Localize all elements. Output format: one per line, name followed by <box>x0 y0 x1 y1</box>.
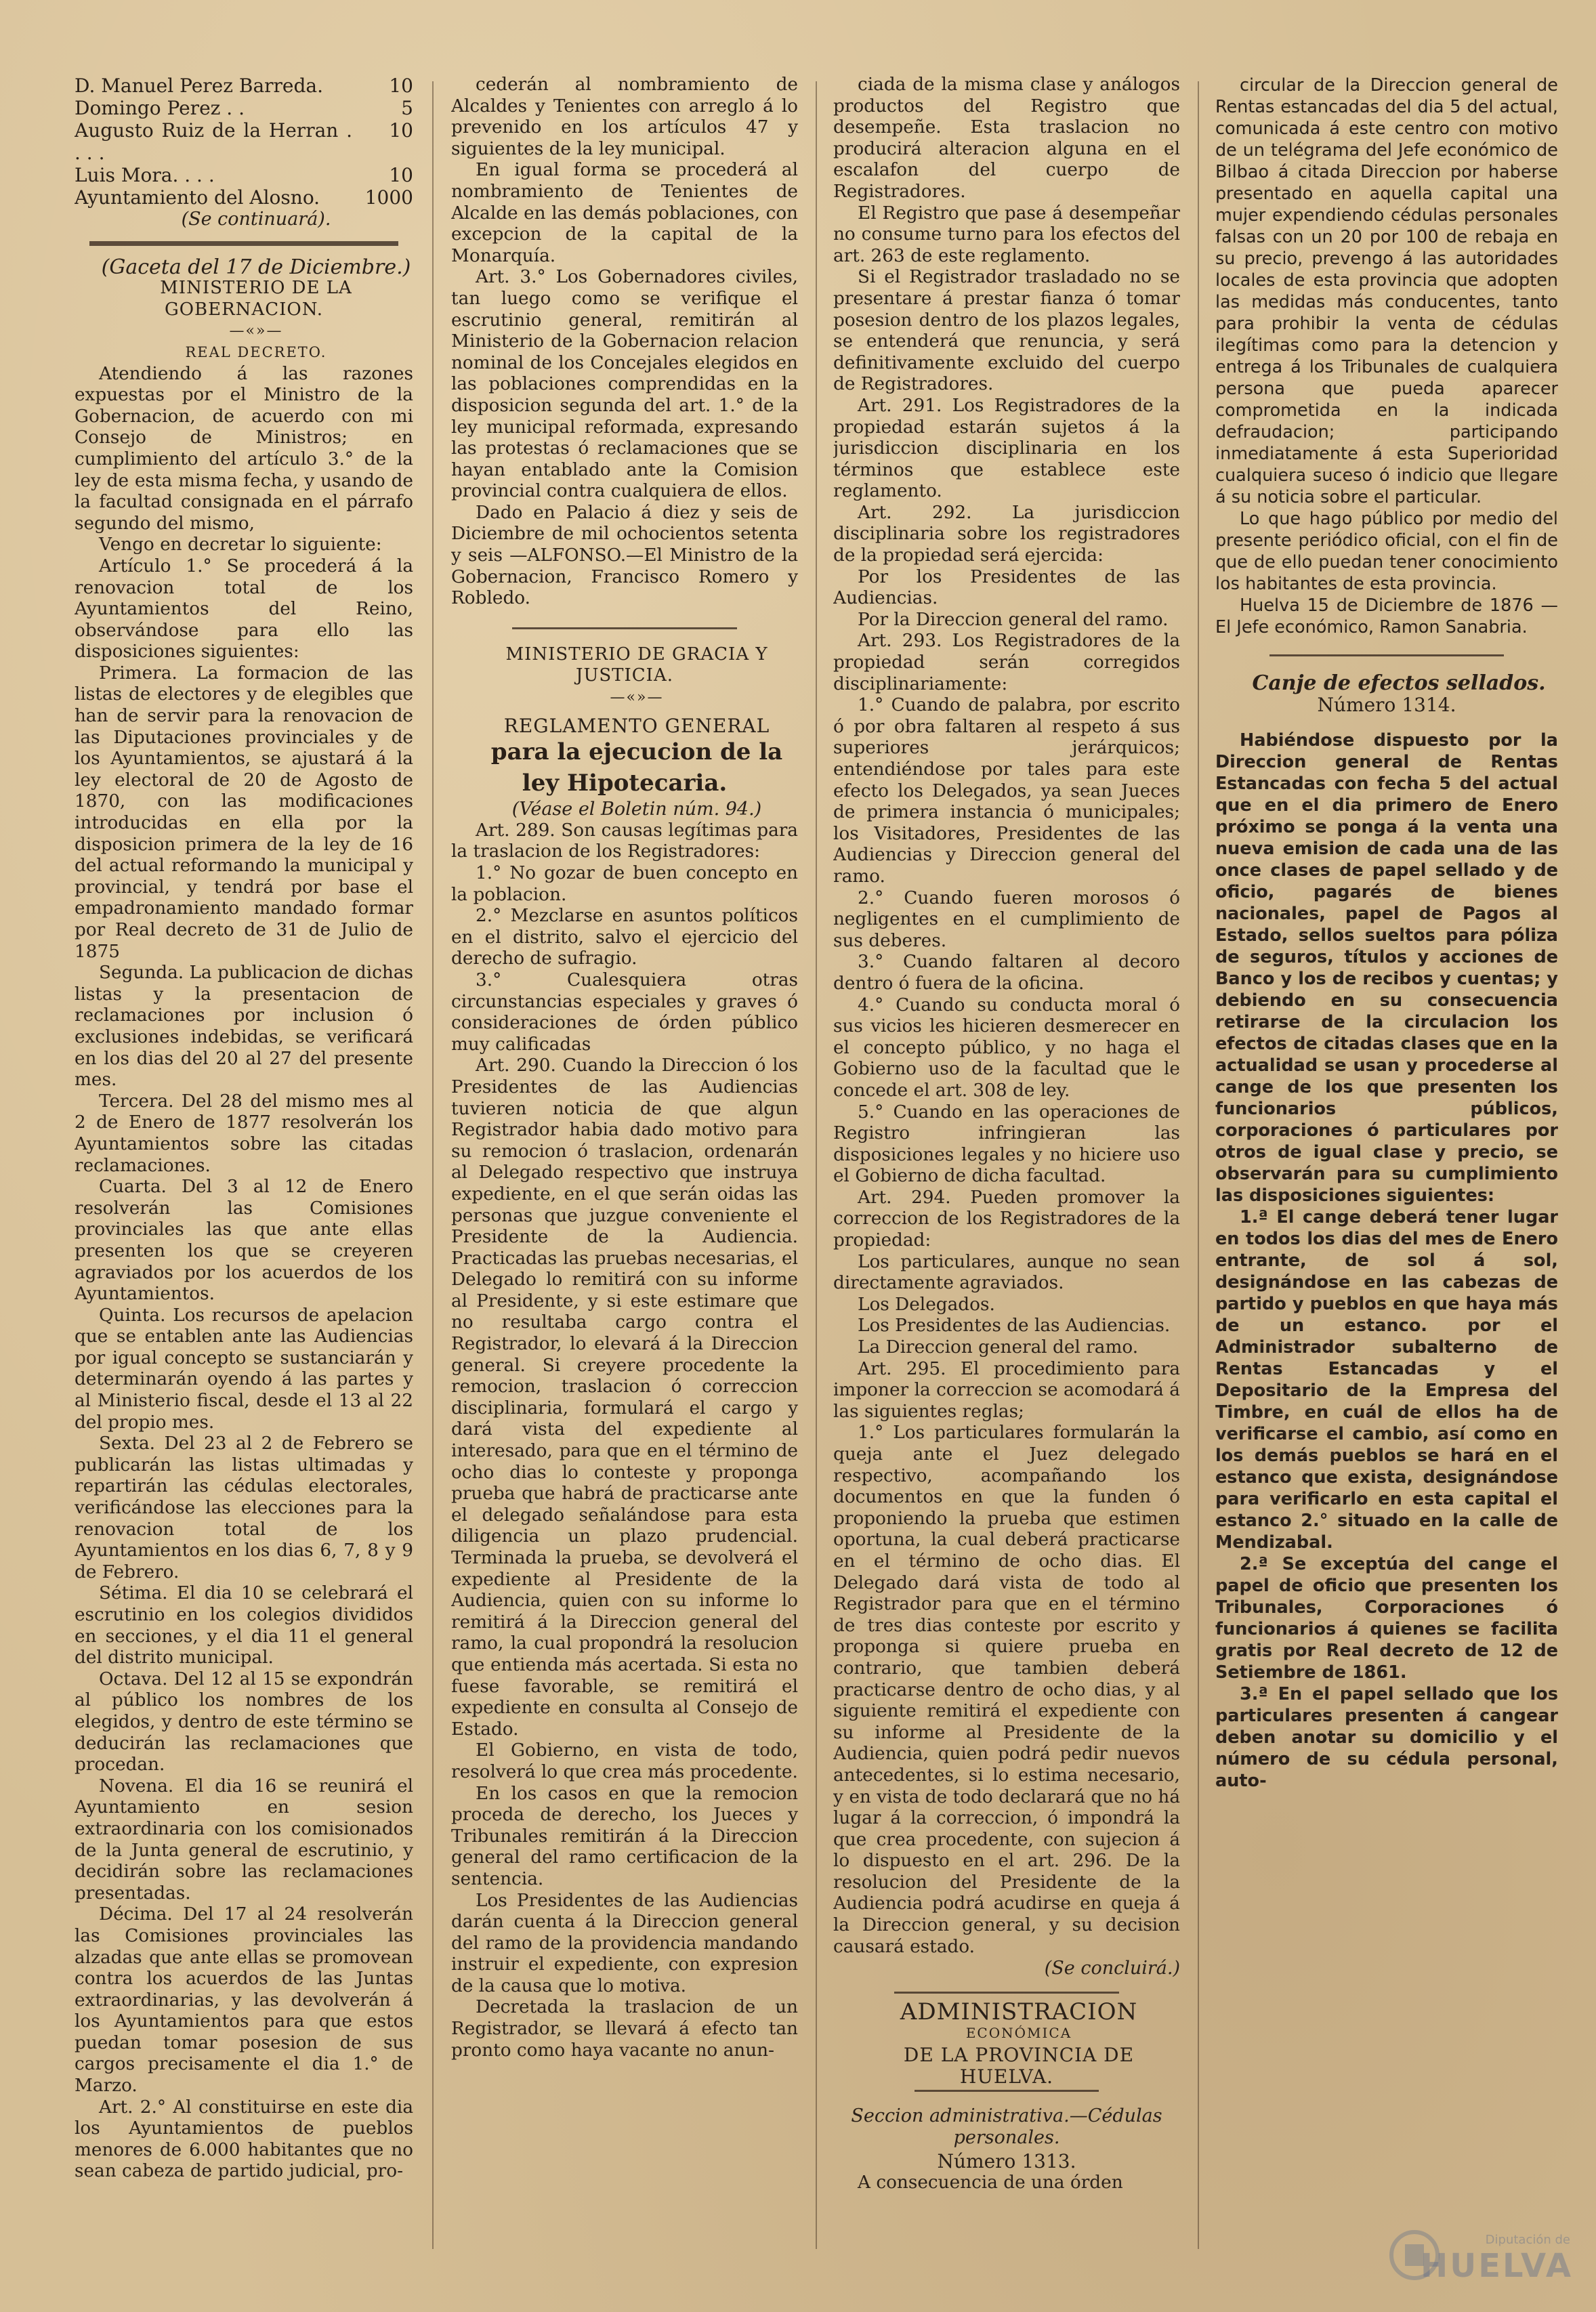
paragraph: 4.° Cuando su conducta moral ó sus vicios les hicieren desmerecer en el concepto público, y no haga el Gobierno uso de la facultad que le concede el art. 308 de ley. <box>833 994 1180 1101</box>
paragraph: Primera. La formacion de las listas de electores y de elegibles que han de servir para la renovacion de las Diputaciones provinciales y de los Ayuntamientos, se ajustará á la ley electoral de 20 de Agosto de 1870, con las modificaciones introducidas en ella por la disposicion primera de la ley de 16 del actual reformando la municipal y provincial, y tendrá por base el empadronamiento mandado formar por Real decreto de 31 de Julio de 1875 <box>75 663 413 962</box>
paragraph: Los Presidentes de las Audiencias darán cuenta á la Direccion general del ramo de la providencia mandando instruir el expediente, con expresion de la causa que lo motiva. <box>451 1890 798 1996</box>
paragraph: Art. 295. El procedimiento para imponer la correccion se acomodará á las siguientes reglas; <box>833 1358 1180 1422</box>
ornament: —«»— <box>229 322 283 340</box>
column-2-bottom-body <box>451 820 798 2061</box>
paragraph: 1.° Los particulares formularán la queja ante el Juez delegado respectivo, acompañando los documentos en que la funden ó proponiendo la prueba que estimen oportuna, la cual deberá practicarse en el término de ocho dias. El Delegado dará vista de todo al Registrador para que en el término de tres dias conteste por escrito y proponga si quiere prueba en contrario, que tambien deberá practicarse dentro de ocho dias, y al siguiente remitirá el expediente con su informe al Presidente de la Audiencia, quien podrá pedir nuevos antecedentes, si lo estima necesario, y en vista de todo declarará que no há lugar á la correccion, ó impondrá la que crea procedente, con sujecion á lo dispuesto en el art. 296. De la resolucion del Presidente de la Audiencia podrá acudirse en queja á la Direccion general, y su decision causará estado. <box>833 1423 1180 1957</box>
notice-number: Número 1313. <box>937 2150 1076 2173</box>
paragraph: Art. 290. Cuando la Direccion ó los Presidentes de las Audiencias tuvieren noticia de que algun Registrador habia dado motivo para su remocion ó traslacion, ordenarán al Delegado respectivo que instruya expediente, en el que serán oidas las personas que juzgue conveniente el Presidente de la Audiencia. Practicadas las pruebas necesarias, el Delegado lo remitirá con su informe al Presidente, y si este estimare que no resultaba cargo contra el Registrador, lo elevará á la Direccion general. Si creyere procedente la remocion, traslacion ó correccion disciplinaria, formulará el cargo y dará vista del expediente al interesado, para que en el término de ocho dias lo conteste y proponga prueba que habrá de practicarse ante el delegado señalándose para esta diligencia un plazo prudencial. Terminada la prueba, se devolverá el expediente al Presidente de la Audiencia, quien con su informe lo remitirá á la Direccion general del ramo, la cual propondrá la resolucion que entienda más acertada. Si esta no fuese favorable, se remitirá el expediente en consulta al Consejo de Estado. <box>451 1055 798 1740</box>
paragraph: 3.° Cuando faltaren al decoro dentro ó fuera de la oficina. <box>833 952 1180 994</box>
paragraph: El Registro que pase á desempeñar no consume turno para los efectos del art. 263 de este reglamento. <box>833 203 1180 266</box>
paragraph: Atendiendo á las razones expuestas por el Ministro de la Gobernacion, de acuerdo con mi Consejo de Ministros; en cumplimiento del artículo 3.° de la ley de esta misma fecha, y usando de la facultad consignada en el párrafo segundo del mismo, <box>75 363 413 534</box>
column-3-body <box>833 75 1180 1958</box>
paragraph: Art. 292. La jurisdiccion disciplinaria sobre los registradores de la propiedad será ejercida: <box>833 502 1180 566</box>
continued-note: (Se continuará). <box>181 209 331 230</box>
paragraph: Art. 289. Son causas legítimas para la traslacion de los Registradores: <box>451 820 798 862</box>
donor-amount: 5 <box>401 97 413 119</box>
section-heading: Seccion administrativa.—Cédulas personales. <box>851 2105 1162 2148</box>
donor-name: Domingo Perez . . <box>75 97 245 119</box>
admin-title: ADMINISTRACION <box>900 1998 1138 2025</box>
paragraph: Artículo 1.° Se procederá á la renovacion total de los Ayuntamientos del Reino, observándose para ello las disposiciones siguientes: <box>75 555 413 663</box>
paragraph: Novena. El dia 16 se reunirá el Ayuntamiento en sesion extraordinaria con los comisionados de la Junta general de escrutinio, y decidirán sobre las reclamaciones presentadas. <box>75 1775 413 1904</box>
donor-name: Ayuntamiento del Alosno. <box>75 186 320 209</box>
see-boletin: (Véase el Boletin núm. 94.) <box>511 799 762 820</box>
column-separator <box>1198 81 1199 2249</box>
paragraph: Sexta. Del 23 al 2 de Febrero se publicarán las listas ultimadas y repartirán las cédulas electorales, verificándose las elecciones para la renovacion total de los Ayuntamientos en los dias 6, 7, 8 y 9 de Febrero. <box>75 1433 413 1582</box>
paragraph: Vengo en decretar lo siguiente: <box>99 534 382 555</box>
paragraph: 2.° Cuando fueren morosos ó negligentes en el cumplimiento de sus deberes. <box>833 887 1180 951</box>
donor-amount: 10 <box>389 75 413 97</box>
donor-amount: 10 <box>389 164 413 186</box>
paragraph: Lo que hago público por medio del presente periódico oficial, con el fin de que de ello puedan tener conocimiento los habitantes de esta provincia. <box>1215 509 1558 594</box>
paragraph: Sétima. El dia 10 se celebrará el escrutinio en los colegios divididos en secciones, y el dia 11 el general del distrito municipal. <box>75 1583 413 1668</box>
paragraph: Por los Presidentes de las Audiencias. <box>833 566 1180 609</box>
paragraph: Decretada la traslacion de un Registrador, se llevará á efecto tan pronto como haya vacante no anun- <box>451 1997 798 2061</box>
paragraph: 1.ª El cange deberá tener lugar en todos los dias del mes de Enero entrante, de sol á sol, designándose en las cabezas de partido y pueblos en que haya más de un estanco. por el Administrador subalterno de Rentas Estancadas y el Depositario de la Empresa del Timbre, en cuál de ellos ha de verificarse el cambio, así como en los demás pueblos se hará en el estanco que exista, designándose para verificarlo en esta capital el estanco 2.° situado en la calle de Mendizabal. <box>1215 1207 1558 1553</box>
paragraph: La Direccion general del ramo. <box>858 1337 1139 1358</box>
paragraph: En igual forma se procederá al nombramiento de Tenientes de Alcalde en las demás poblaciones, con excepcion de la capital de la Monarquía. <box>451 160 798 266</box>
column-2 <box>451 75 798 2276</box>
divider <box>512 627 737 629</box>
paragraph: El Gobierno, en vista de todo, resolverá lo que crea más procedente. <box>451 1740 798 1782</box>
paragraph: Por la Direccion general del ramo. <box>858 609 1169 630</box>
paragraph: Cuarta. Del 3 al 12 de Enero resolverán las Comisiones provinciales las que ante ellas presenten los que se creyeren agraviados por los acuerdos de los Ayuntamientos. <box>75 1177 413 1305</box>
reglamento-subtitle: para la ejecucion de la ley Hipotecaria. <box>490 738 783 797</box>
paragraph: Segunda. La publicacion de dichas listas y la presentacion de reclamaciones por inclusion ó exclusiones indebidas, se verificará en los dias del 20 al 27 del presente mes. <box>75 963 413 1091</box>
ministry-heading: MINISTERIO DE GRACIA Y JUSTICIA. <box>505 644 768 686</box>
column-1 <box>75 75 413 2276</box>
donor-row <box>75 97 413 119</box>
paragraph: Dado en Palacio á diez y seis de Diciembre de mil ochocientos setenta y seis —ALFONSO.—El Ministro de la Gobernacion, Francisco Romero y Robledo. <box>451 502 798 609</box>
notice-number: Número 1314. <box>1317 694 1456 716</box>
paragraph: 5.° Cuando en las operaciones de Registro infringieran las disposiciones legales y no hiciere uso el Gobierno de dicha facultad. <box>833 1101 1180 1187</box>
divider <box>894 1992 1119 1994</box>
donor-row <box>75 75 413 97</box>
paragraph: cederán al nombramiento de Alcaldes y Tenientes con arreglo á lo prevenido en los artículos 47 y siguientes de la ley municipal. <box>451 75 798 159</box>
paragraph: Los Presidentes de las Audiencias. <box>858 1316 1171 1337</box>
paragraph: 2.ª Se exceptúa del cange el papel de oficio que presenten los Tribunales, Corporaciones ó funcionarios á quienes se facilita gratis por Real decreto de 12 de Setiembre de 1861. <box>1215 1554 1558 1683</box>
divider <box>915 2090 1099 2092</box>
paragraph: Art. 291. Los Registradores de la propiedad estarán sujetos á la jurisdiccion disciplinaria en los términos que establece este reglamento. <box>833 395 1180 502</box>
column-3 <box>833 75 1180 2276</box>
gaceta-heading: (Gaceta del 17 de Diciembre.) <box>101 255 411 279</box>
paragraph: Art. 3.° Los Gobernadores civiles, tan luego como se verifique el escrutinio general, remitirán al Ministerio de la Gobernacion relacion nominal de los Concejales elegidos en las poblaciones comprendidas en la disposicion segunda del art. 1.° de la ley municipal reformada, expresando las protestas ó reclamaciones que se hayan entablado ante la Comision provincial contra cualquiera de ellos. <box>451 267 798 502</box>
donor-amount: 1000 <box>364 186 413 209</box>
paragraph: En los casos en que la remocion proceda de derecho, los Jueces y Tribunales remitirán á la Direccion general del ramo certificacion de la sentencia. <box>451 1783 798 1889</box>
ornament: —«»— <box>610 689 664 707</box>
newspaper-page <box>75 75 1558 2283</box>
donor-amount: 10 <box>389 119 413 142</box>
canje-heading: Canje de efectos sellados. <box>1252 671 1546 695</box>
logo-subtext: Diputación de <box>1485 2233 1570 2247</box>
paragraph: Los Delegados. <box>858 1294 995 1315</box>
logo-text: HUELVA <box>1421 2247 1573 2285</box>
paragraph: Si el Registrador trasladado no se presentare á prestar fianza ó tomar posesion dentro de los plazos legales, se entenderá que renuncia, y será definitivamente excluido del cuerpo de Registradores. <box>833 267 1180 395</box>
divider <box>89 241 398 246</box>
donor-name: D. Manuel Perez Barreda. <box>75 75 323 97</box>
donor-row <box>75 119 413 164</box>
paragraph: Tercera. Del 28 del mismo mes al 2 de Enero de 1877 resolverán los Ayuntamientos sobre las citadas reclamaciones. <box>75 1091 413 1176</box>
paragraph: Art. 294. Pueden promover la correccion de los Registradores de la propiedad: <box>833 1187 1180 1251</box>
column-4-top-body <box>1215 75 1558 638</box>
paragraph: ciada de la misma clase y análogos productos del Registro que desempeñe. Esta traslacion no producirá alteracion alguna en el escalafon del cuerpo de Registradores. <box>833 75 1180 202</box>
paragraph: 1.° Cuando de palabra, por escrito ó por obra faltaren al respeto á sus superiores jerárquicos; entendiéndose por tales para este efecto los Delegados, ya sean Jueces de primera instancia ó municipales; los Visitadores, Presidentes de las Audiencias y Direccion general del ramo. <box>833 695 1180 887</box>
paragraph: Habiéndose dispuesto por la Direccion general de Rentas Estancadas con fecha 5 del actual que en el dia primero de Enero próximo se ponga á la venta una nueva emision de cada una de las once clases de papel sellado y de oficio, pagarés de bienes nacionales, papel de Pagos al Estado, sellos sueltos para póliza de seguros, títulos y acciones de Banco y los de recibos y cuentas; y debiendo en su consecuencia retirarse de la circulacion los efectos de citadas clases que en la actualidad se usan y procederse al cange de los que presenten los funcionarios públicos, corporaciones ó particulares por otros de igual clase y precio, se observarán para su cumplimiento las disposiciones siguientes: <box>1215 730 1558 1206</box>
paragraph: Los particulares, aunque no sean directamente agraviados. <box>833 1251 1180 1294</box>
paragraph: 1.° No gozar de buen concepto en la poblacion. <box>451 863 798 905</box>
admin-subtitle: ECONÓMICA <box>965 2025 1072 2042</box>
paragraph: 3.° Cualesquiera otras circunstancias especiales y graves ó consideraciones de órden público muy calificadas <box>451 969 798 1055</box>
column-separator <box>432 81 434 2249</box>
paragraph: Art. 2.° Al constituirse en este dia los Ayuntamientos de pueblos menores de 6.000 habitantes que no sean cabeza de partido judicial, pro- <box>75 2097 413 2182</box>
paragraph: 2.° Mezclarse en asuntos políticos en el distrito, salvo el ejercicio del derecho de sufragio. <box>451 906 798 969</box>
column-separator <box>816 81 817 2249</box>
donor-name: Augusto Ruiz de la Herran . . . . <box>75 119 352 164</box>
concluded-note: (Se concluirá.) <box>1044 1958 1180 1979</box>
admin-province: DE LA PROVINCIA DE HUELVA. <box>903 2044 1135 2088</box>
paragraph: Décima. Del 17 al 24 resolverán las Comisiones provinciales las alzadas que ante ellas se promovean contra los acuerdos de las Juntas extraordinarias, y las devolverán á los Ayuntamientos para que estos puedan tomar posesion de sus cargos precisamente el dia 1.° de Marzo. <box>75 1904 413 2097</box>
decree-label: REAL DECRETO. <box>185 343 327 360</box>
paragraph: circular de la Direccion general de Rentas estancadas del dia 5 del actual, comunicada á este centro con motivo de un telégrama del Jefe económico de Bilbao á citada Direccion por haberse presentado en aquella capital una mujer expendiendo cédulas personales falsas con un 20 por 100 de rebaja en su precio, prevengo á las autoridades locales de esta provincia que adopten las medidas más conducentes, tanto para prohibir la venta de cédulas ilegítimas como para la detencion y entrega á los Tribunales de cualquiera persona que pueda aparecer comprometida en la indicada defraudacion; participando inmediatamente á esta Superioridad cualquiera suceso ó indicio que llegare á su noticia sobre el particular. <box>1215 75 1558 507</box>
column-2-top-body <box>451 75 798 610</box>
paragraph: Huelva 15 de Diciembre de 1876 —El Jefe económico, Ramon Sanabria. <box>1215 595 1558 637</box>
ministry-heading: MINISTERIO DE LA GOBERNACION. <box>160 278 352 320</box>
donor-list <box>75 75 413 209</box>
donor-row <box>75 164 413 186</box>
paragraph: Quinta. Los recursos de apelacion que se entablen ante las Audiencias por igual concepto se sustanciarán y determinarán oyendo á las partes y al Ministerio fiscal, desde el 13 al 22 del propio mes. <box>75 1305 413 1433</box>
paragraph: Art. 293. Los Registradores de la propiedad serán corregidos disciplinariamente: <box>833 631 1180 694</box>
reglamento-title: REGLAMENTO GENERAL <box>503 714 770 737</box>
donor-row <box>75 186 413 209</box>
notice-text: A consecuencia de una órden <box>858 2172 1123 2193</box>
column-4-bottom-body <box>1215 730 1558 1792</box>
divider <box>1269 654 1504 656</box>
paragraph: Octava. Del 12 al 15 se expondrán al público los nombres de los elegidos, y dentro de este término se deducirán las reclamaciones que procedan. <box>75 1668 413 1775</box>
paragraph: 3.ª En el papel sellado que los particulares presenten á cangear deben anotar su domicilio y el número de su cédula personal, auto- <box>1215 1684 1558 1791</box>
column-4 <box>1215 75 1558 2276</box>
column-1-body <box>75 364 413 2183</box>
donor-name: Luis Mora. . . . <box>75 164 215 186</box>
